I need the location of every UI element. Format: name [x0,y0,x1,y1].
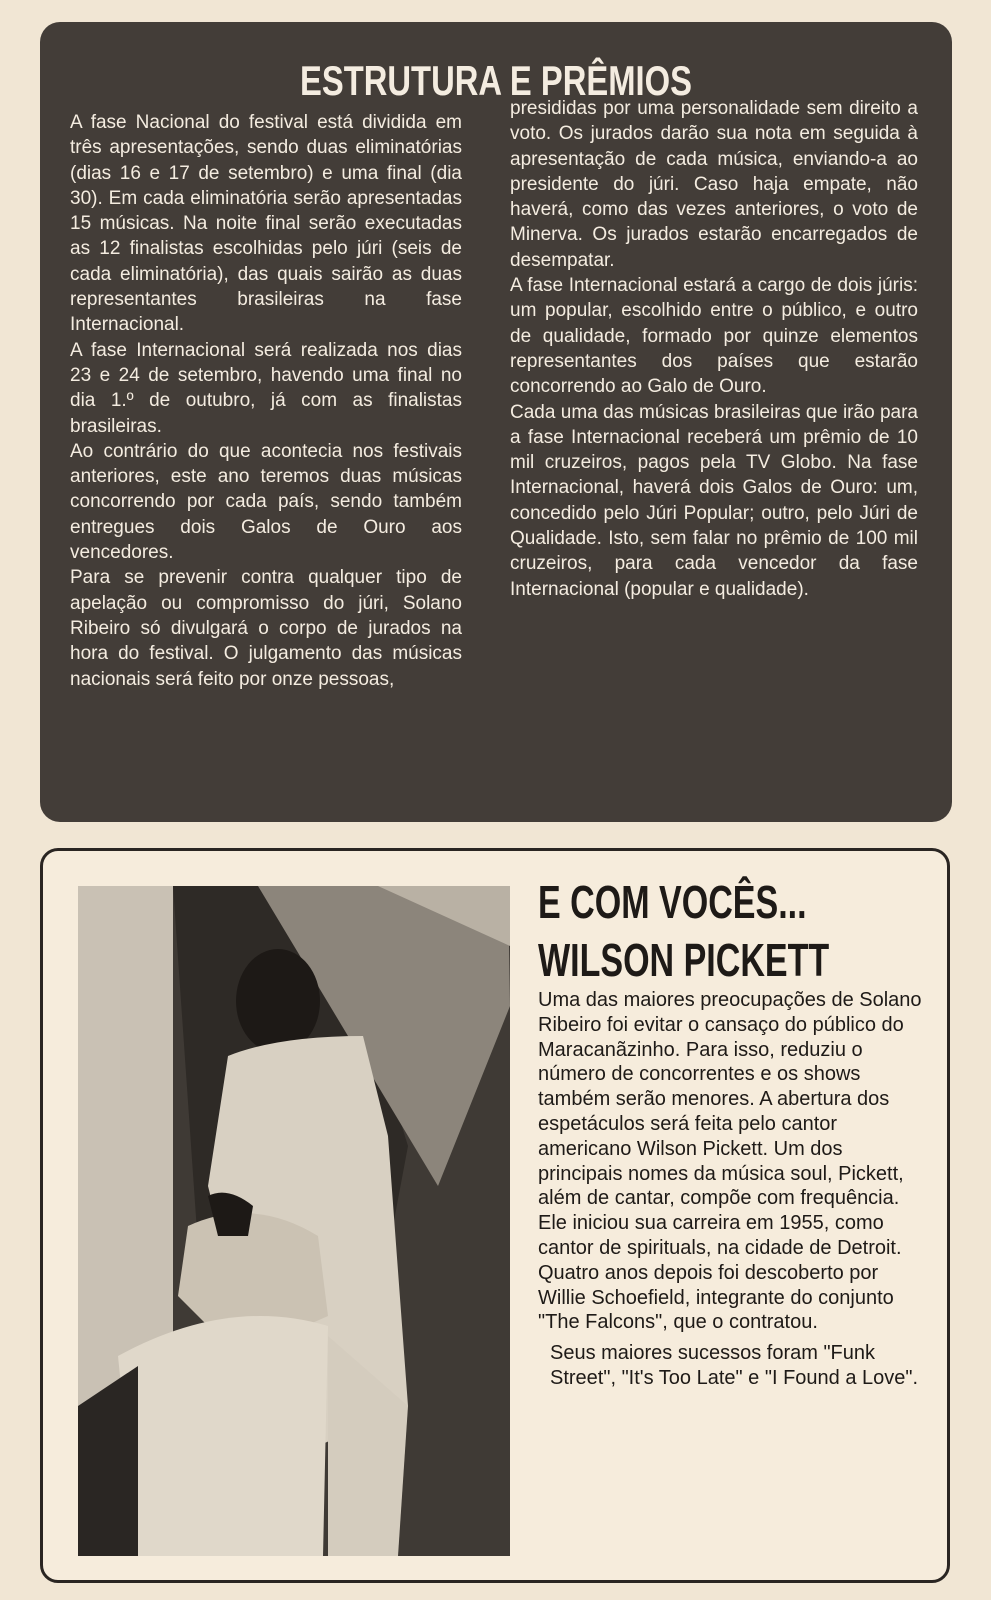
bottom-article-box [40,848,950,1583]
top-article-right-column [510,96,918,602]
right-paragraph: A fase Internacional estará a cargo de dois júris: um popular, escolhido entre o público, e outro de qualidade, formado por quinze elementos representantes dos países que estarão concorrendo ao Galo de Ouro. [510,275,918,398]
top-article-left-column [70,110,462,692]
bottom-article-title [538,873,829,989]
right-paragraph: presididas por uma personalidade sem direito a voto. Os jurados darão sua nota em seguida à apresentação de cada música, enviando-a ao presidente do júri. Caso haja empate, não haverá, como das vezes anteriores, o voto de Minerva. Os jurados estarão encarregados de desempatar. [510,98,918,271]
title-line-2: WILSON PICKETT [538,934,830,986]
right-paragraph: Cada uma das músicas brasileiras que irão para a fase Internacional receberá um prêmio de 10 mil cruzeiros, pagos pela TV Globo. Na fase Internacional, haverá dois Galos de Ouro: um, concedido pelo Júri Popular; outro, pelo Júri de Qualidade. Isto, sem falar no prêmio de 100 mil cruzeiros, para cada vencedor da fase Internacional (popular e qualidade). [510,401,918,600]
left-paragraph: Para se prevenir contra qualquer tipo de apelação ou compromisso do júri, Solano Ribeiro só divulgará o corpo de jurados na hora do festival. O julgamento das músicas nacionais será feito por onze pessoas, [70,567,462,690]
left-paragraph: A fase Internacional será realizada nos dias 23 e 24 de setembro, havendo uma final no dia 1.º de outubro, já com as finalistas brasileiras. [70,339,462,437]
top-article-title: ESTRUTURA E PRÊMIOS [300,57,692,104]
title-line-1: E COM VOCÊS... [538,876,807,928]
closing-paragraph: Seus maiores sucessos foram "Funk Street", "It's Too Late" e "I Found a Love". [550,1342,919,1389]
body-paragraph: Uma das maiores preocupações de Solano Ribeiro foi evitar o cansaço do público do Maracanãzinho. Para isso, reduziu o número de concorrentes e os shows também serão menores. A abertura dos espetáculos será feita pelo cantor americano Wilson Pickett. Um dos principais nomes da música soul, Pickett, além de cantar, compõe com frequência. Ele iniciou sua carreira em 1955, como cantor de spirituals, na cidade de Detroit. Quatro anos depois foi descoberto por Willie Schoefield, integrante do conjunto "The Falcons", que o contratou. [538,989,922,1334]
wilson-pickett-photo [78,886,510,1556]
left-paragraph: Ao contrário do que acontecia nos festivais anteriores, este ano teremos duas músicas concorrendo por cada país, sendo também entregues dois Galos de Ouro aos vencedores. [70,440,462,564]
top-article-box [40,22,952,822]
bottom-article-body [538,988,928,1391]
left-paragraph: A fase Nacional do festival está dividida em três apresentações, sendo duas eliminatórias (dias 16 e 17 de setembro) e uma final (dia 30). Em cada eliminatória serão apresentadas 15 músicas. Na noite final serão executadas as 12 finalistas escolhidas pelo júri (seis de cada eliminatória), das quais sairão as duas representantes brasileiras na fase Internacional. [70,112,462,336]
